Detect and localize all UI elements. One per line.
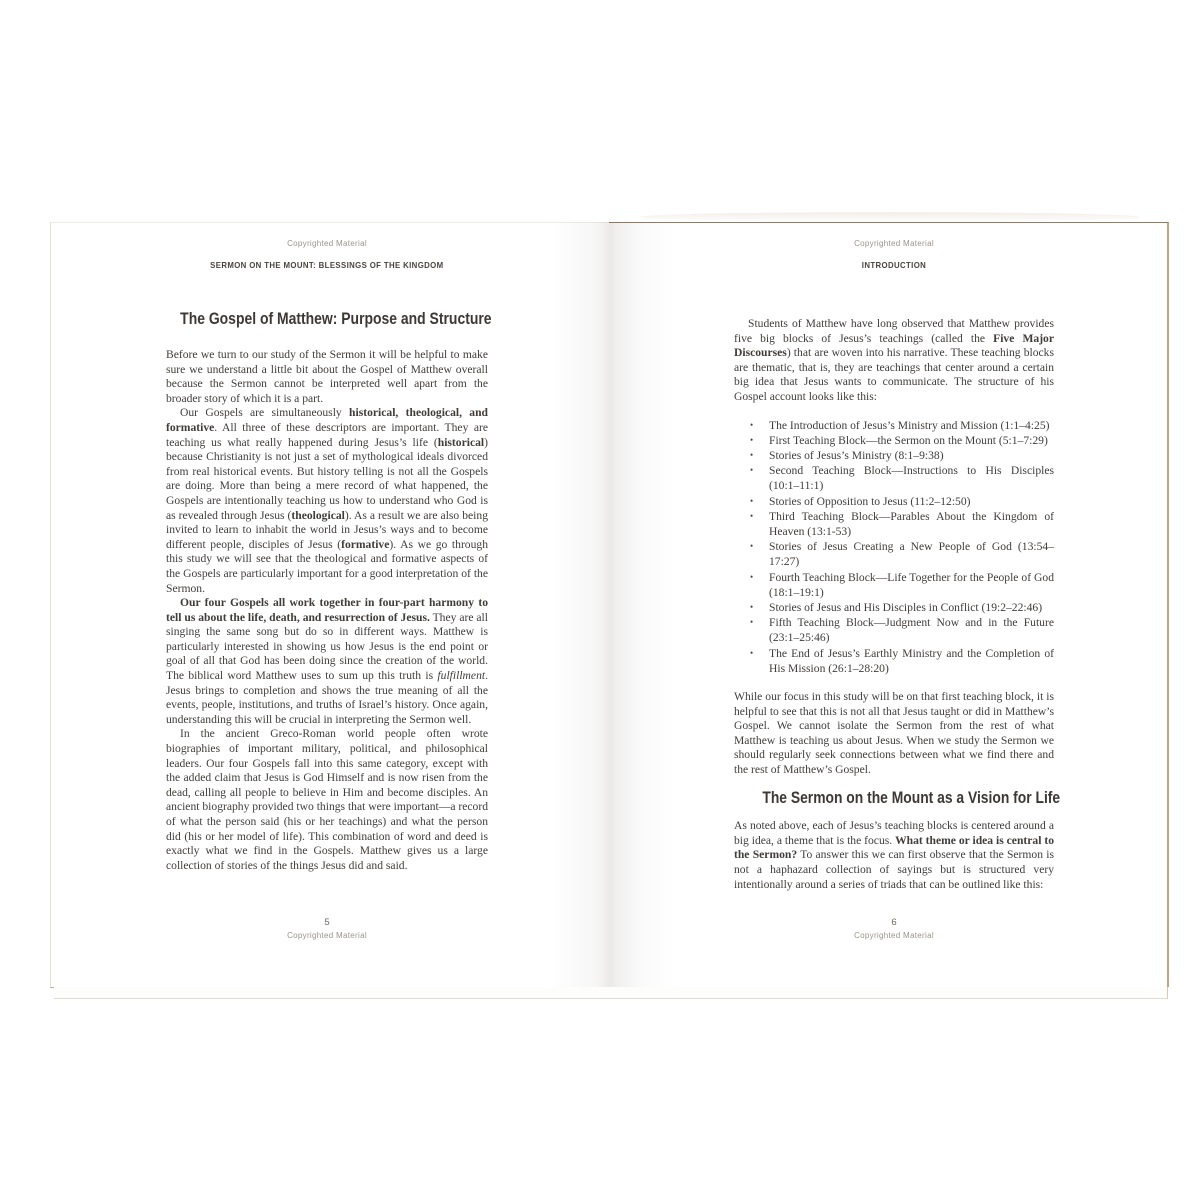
right-page-body [734,317,1061,892]
list-item: • Stories of Opposition to Jesus (11:2–12:50) [734,494,1054,509]
list-item: • Stories of Jesus Creating a New People of God (13:54–17:27) [734,539,1054,569]
paragraph [734,690,1054,778]
body-text-run: To answer this we can first observe that the Sermon is not a haphazard collection of sayings but is structured very intentionally around a series of triads that can be outlined like this: [734,848,1055,891]
body-text-run: In the ancient Greco-Roman world people often wrote biographies of important military, political, and philosophical leaders. Our four Gospels fall into this same category, except with the added claim that Jesus is God Himself and is now risen from the dead, calling all people to believe in Him and become disciples. An ancient biography provided two things that were important—a record of what the person said (his or her teachings) and what the person did (his or her model of life). This combination of word and deed is exactly what we find in the Gospels. Matthew gives us a large collection of stories of the things Jesus did and said. [166,727,488,872]
body-text-run: ). As a result we are also being invited to learn to inhabit the world in Jesus’s ways and to become different people, disciples of Jesus ( [166,508,488,551]
left-page [51,222,609,987]
body-text-run: Our Gospels are simultaneously [180,406,350,420]
body-text-run: . All three of these descriptors are important. They are teaching us what really happened during Jesus’s life ( [166,420,488,449]
section-title-right: The Sermon on the Mount as a Vision for Life [762,788,1061,807]
open-book-spread [50,222,1168,988]
paragraph [166,406,488,596]
copyright-notice-top-left: Copyrighted Material [287,239,367,248]
bold-text: historical, theological, and formative [166,406,489,434]
top-page-curl [640,212,1140,222]
running-head-right: INTRODUCTION [861,260,927,270]
bold-text: What theme or idea is central to the Sermon? [734,833,1054,862]
right-page-column [734,223,1061,987]
page-number-left: 5 [324,917,330,928]
page-number-right: 6 [891,917,897,928]
page-title-left: The Gospel of Matthew: Purpose and Structure [180,309,492,328]
gospel-structure-outline [734,418,1054,676]
paragraph [166,348,488,406]
list-item: • Fourth Teaching Block—Life Together for the People of God (18:1–19:1) [734,570,1054,600]
copyright-notice-bottom-left: Copyrighted Material [287,931,367,940]
running-head-left: SERMON ON THE MOUNT: BLESSINGS OF THE KINGDOM [210,260,444,270]
body-text-run: They are all singing the same song but do so in different ways. Matthew is particularly interested in showing us how Jesus is the end point or goal of all that God has been doing since the creation of the world. The biblical word Matthew uses to sum up this truth is [166,610,488,683]
body-text-run: Students of Matthew have long observed that Matthew provides five big blocks of Jesus’s teachings (called the [734,317,1054,345]
body-text-run: Before we turn to our study of the Sermon it will be helpful to make sure we understand a little bit about the Gospel of Matthew overall because the Sermon cannot be interpreted well apart from the broader story of which it is a part. [166,348,488,405]
list-item: • Second Teaching Block—Instructions to His Disciples (10:1–11:1) [734,463,1054,493]
copyright-notice-bottom-right: Copyrighted Material [854,931,934,940]
page-stack-edge [54,987,1168,999]
body-text-run: As noted above, each of Jesus’s teaching blocks is centered around a big idea, a theme that is the focus. [734,819,1054,847]
left-page-column [166,223,492,987]
bold-text: historical [437,435,485,449]
list-item: • Fifth Teaching Block—Judgment Now and in the Future (23:1–25:46) [734,615,1054,645]
list-item: • The Introduction of Jesus’s Ministry and Mission (1:1–4:25) [734,418,1054,433]
body-text-run: ) that are woven into his narrative. These teaching blocks are thematic, that is, they are teachings that center around a certain big idea that Jesus wants to communicate. The structure of his Gospel account looks like this: [734,346,1054,403]
list-item: • Third Teaching Block—Parables About the Kingdom of Heaven (13:1-53) [734,509,1054,539]
list-item: • First Teaching Block—the Sermon on the Mount (5:1–7:29) [734,433,1054,448]
bold-text: Five Major Discourses [734,331,1054,360]
body-text-run: ). As we go through this study we will see that the theological and formative aspects of the Gospels are particularly important for a good interpretation of the Sermon. [166,537,488,595]
italic-text: fulfillment [437,669,486,683]
list-item: • The End of Jesus’s Earthly Ministry and the Completion of His Mission (26:1–28:20) [734,646,1054,676]
left-page-body [166,348,488,873]
paragraph [734,819,1054,892]
copyright-notice-top-right: Copyrighted Material [854,239,934,248]
bold-text: Our four Gospels all work together in four-part harmony to tell us about the life, death, and resurrection of Jesus. [166,596,488,624]
paragraph [166,596,488,727]
right-page [609,222,1169,987]
list-item: • Stories of Jesus’s Ministry (8:1–9:38) [734,448,1054,463]
paragraph [734,317,1054,405]
list-item: • Stories of Jesus and His Disciples in Conflict (19:2–22:46) [734,600,1054,615]
paragraph [166,727,488,873]
body-text-run: While our focus in this study will be on that first teaching block, it is helpful to see that this is not all that Jesus taught or did in Matthew’s Gospel. We cannot isolate the Sermon from the rest of what Matthew is teaching us about Jesus. When we study the Sermon we should regularly seek connections between what we find there and the rest of Matthew’s Gospel. [734,690,1054,776]
bold-text: formative [341,537,390,551]
body-text-run: . Jesus brings to completion and shows the true meaning of all the events, people, institutions, and truths of Israel’s history. Once again, understanding this will be crucial in interpreting the Sermon well. [166,669,488,726]
bold-text: theological [291,508,345,522]
body-text-run: ) because Christianity is not just a set of mythological ideals divorced from real historical events. But history telling is not all the Gospels are doing. More than being a mere record of what happened, the Gospels are intentionally teaching us how to understand who God is as revealed through Jesus ( [166,435,488,522]
